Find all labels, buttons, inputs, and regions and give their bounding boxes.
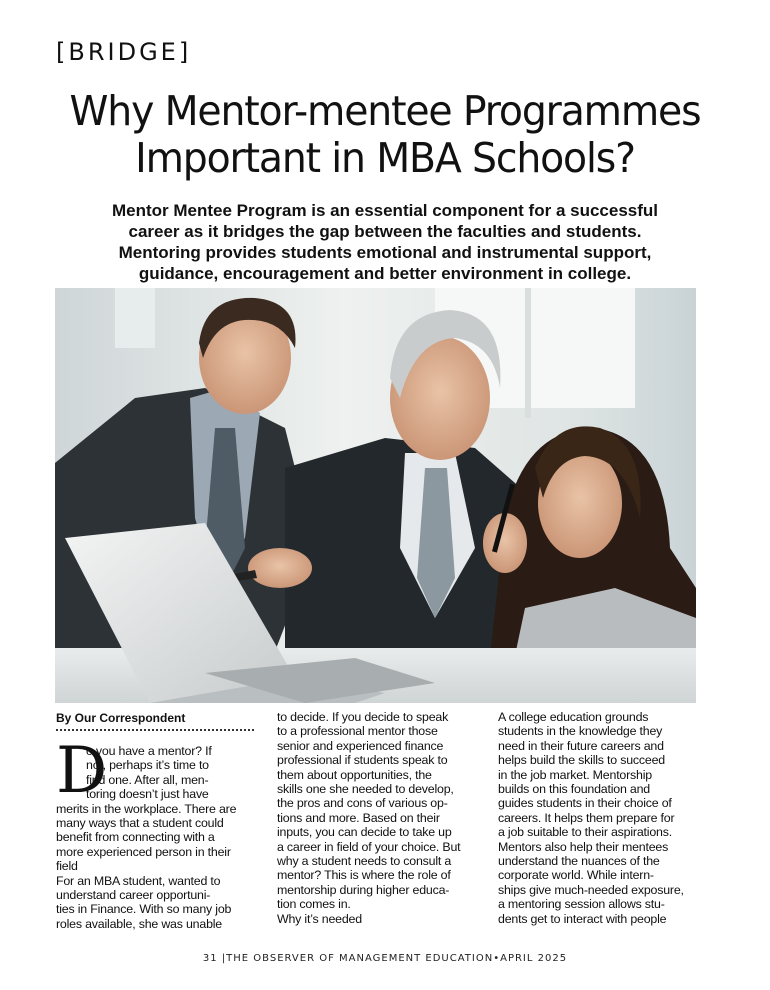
body-line: helps build the skills to succeed (498, 753, 665, 768)
body-line: more experienced person in their (56, 844, 231, 859)
body-line: a job suitable to their aspirations. (498, 825, 672, 840)
body-line: them about opportunities, the (277, 767, 432, 782)
article-column-2 (277, 710, 477, 926)
body-line: find one. After all, men- (86, 772, 209, 787)
body-line: benefit from connecting with a (56, 830, 215, 845)
lede-line: Mentoring provides students emotional and instrumental support, (118, 243, 652, 262)
subheading: Why it’s needed (277, 911, 362, 926)
body-line: guides students in their choice of (498, 796, 672, 811)
article-photo (55, 288, 696, 703)
title-line-1: Why Mentor-mentee Programmes (69, 87, 701, 135)
body-line: Mentors also help their mentees (498, 839, 669, 854)
body-line: merits in the workplace. There are (56, 801, 237, 816)
body-line: A college education grounds (498, 710, 649, 724)
body-line: ships give much-needed exposure, (498, 882, 684, 897)
body-line: ties in Finance. With so many job (56, 902, 232, 917)
section-tag: [BRIDGE] (56, 38, 192, 66)
body-line: a career in field of your choice. But (277, 839, 461, 854)
body-line: skills one she needed to develop, (277, 782, 454, 797)
body-line: to decide. If you decide to speak (277, 710, 449, 724)
body-line: tion comes in. (277, 897, 351, 912)
body-line: field (56, 859, 78, 874)
lede-line: guidance, encouragement and better environment in college. (138, 264, 632, 283)
body-line: careers. It helps them prepare for (498, 810, 675, 825)
body-line: tions and more. Based on their (277, 810, 440, 825)
body-line: students in the knowledge they (498, 724, 663, 739)
body-line: need in their future careers and (498, 738, 664, 753)
body-line: roles available, she was unable (56, 916, 222, 931)
body-line: toring doesn’t just have (86, 787, 209, 802)
article-lede (50, 200, 720, 284)
body-line: the pros and cons of various op- (277, 796, 448, 811)
body-line: dents get to interact with people (498, 911, 667, 926)
body-line: in the job market. Mentorship (498, 767, 652, 782)
body-line: understand career opportuni- (56, 888, 211, 903)
body-line: For an MBA student, wanted to (56, 873, 221, 888)
body-line: professional if students speak to (277, 753, 448, 768)
lede-line: career as it bridges the gap between the faculties and students. (128, 222, 642, 241)
lede-line: Mentor Mentee Program is an essential component for a successful (111, 201, 659, 220)
body-line: to a professional mentor those (277, 724, 438, 739)
drop-cap: D (56, 734, 108, 808)
body-line: not, perhaps it’s time to (86, 758, 209, 773)
body-line: understand the nuances of the (498, 854, 660, 869)
body-line: a mentoring session allows stu- (498, 897, 665, 912)
body-line: o you have a mentor? If (86, 744, 212, 758)
body-line: mentor? This is where the role of (277, 868, 451, 883)
body-line: why a student needs to consult a (277, 854, 452, 869)
article-column-3 (498, 710, 698, 926)
body-line: senior and experienced finance (277, 738, 444, 753)
body-line: inputs, you can decide to take up (277, 825, 452, 840)
body-line: mentorship during higher educa- (277, 882, 450, 897)
page-footer: 31 |THE OBSERVER OF MANAGEMENT EDUCATION•APRIL 2025 (202, 953, 568, 964)
article-column-1 (56, 734, 256, 931)
body-line: many ways that a student could (56, 816, 224, 831)
body-line: corporate world. While intern- (498, 868, 654, 883)
byline-divider (56, 729, 254, 731)
article-title (54, 88, 716, 182)
title-line-2: Important in MBA Schools? (135, 134, 635, 182)
body-line: builds on this foundation and (498, 782, 650, 797)
byline: By Our Correspondent (56, 711, 186, 725)
